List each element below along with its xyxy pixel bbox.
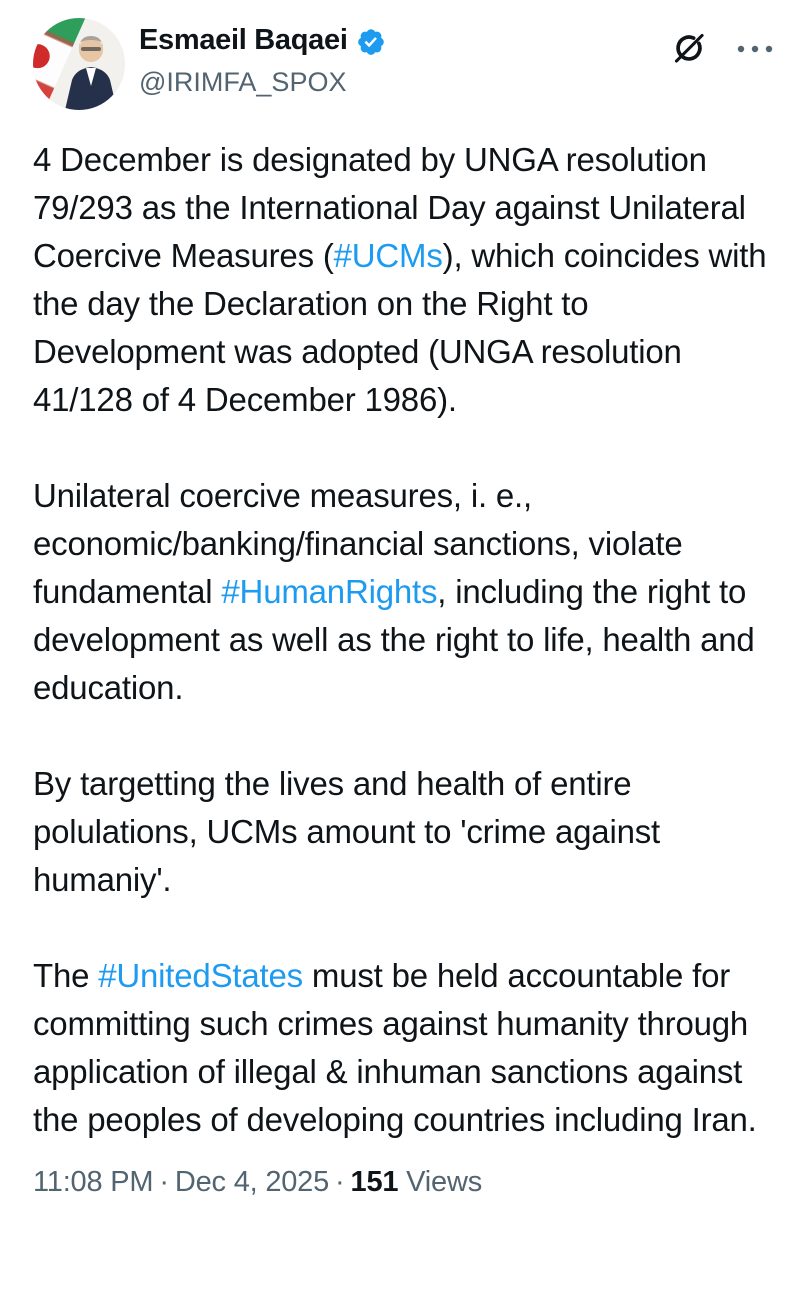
grok-icon (671, 30, 707, 66)
views-count: 151 (350, 1166, 399, 1198)
avatar-photo (33, 18, 125, 110)
tweet-paragraph (33, 760, 775, 904)
tweet-paragraph (33, 952, 775, 1144)
views-label: Views (406, 1166, 483, 1198)
tweet-meta (33, 1166, 775, 1199)
tweet-text-segment: By targetting the lives and health of entire polulations, UCMs amount to 'crime against humaniy'. (33, 765, 661, 898)
grok-button[interactable] (671, 30, 707, 69)
verified-badge-icon (356, 27, 386, 57)
hashtag-link[interactable]: #HumanRights (221, 573, 438, 610)
tweet-text-segment: must be held accountable for committing such crimes against humanity through application of illegal & inhuman sanctions against the peoples of developing countries including Iran. (33, 957, 757, 1138)
tweet-detail (0, 18, 808, 1199)
tweet-header (33, 18, 775, 110)
tweet-paragraph (33, 136, 775, 424)
tweet-text-segment: ), which coincides with the day the Declaration on the Right to Development was adopted (UNGA resolution 41/128 of 4 December 1986). (33, 237, 767, 418)
timestamp-time: 11:08 PM (33, 1166, 154, 1198)
tweet-paragraph (33, 472, 775, 712)
timestamp-date: Dec 4, 2025 (174, 1166, 330, 1198)
user-handle[interactable]: @IRIMFA_SPOX (139, 67, 347, 97)
tweet-text-segment: , including the right to development as well as the right to life, health and education. (33, 573, 755, 706)
avatar[interactable] (33, 18, 125, 110)
more-button[interactable] (735, 42, 775, 57)
tweet-text (33, 136, 775, 1144)
tweet-text-segment: Unilateral coercive measures, i. e., economic/banking/financial sanctions, violate fundamental (33, 477, 683, 610)
tweet-text-segment: 4 December is designated by UNGA resolution 79/293 as the International Day against Unilateral Coercive Measures ( (33, 141, 746, 274)
more-icon (735, 44, 775, 54)
hashtag-link[interactable]: #UCMs (333, 237, 443, 274)
header-actions (671, 18, 775, 69)
user-info (139, 18, 386, 98)
display-name[interactable]: Esmaeil Baqaei (139, 24, 348, 57)
tweet-text-segment: The (33, 957, 99, 994)
name-row (139, 25, 386, 57)
meta-separator: · (335, 1166, 345, 1198)
hashtag-link[interactable]: #UnitedStates (98, 957, 303, 994)
meta-separator: · (159, 1166, 169, 1198)
